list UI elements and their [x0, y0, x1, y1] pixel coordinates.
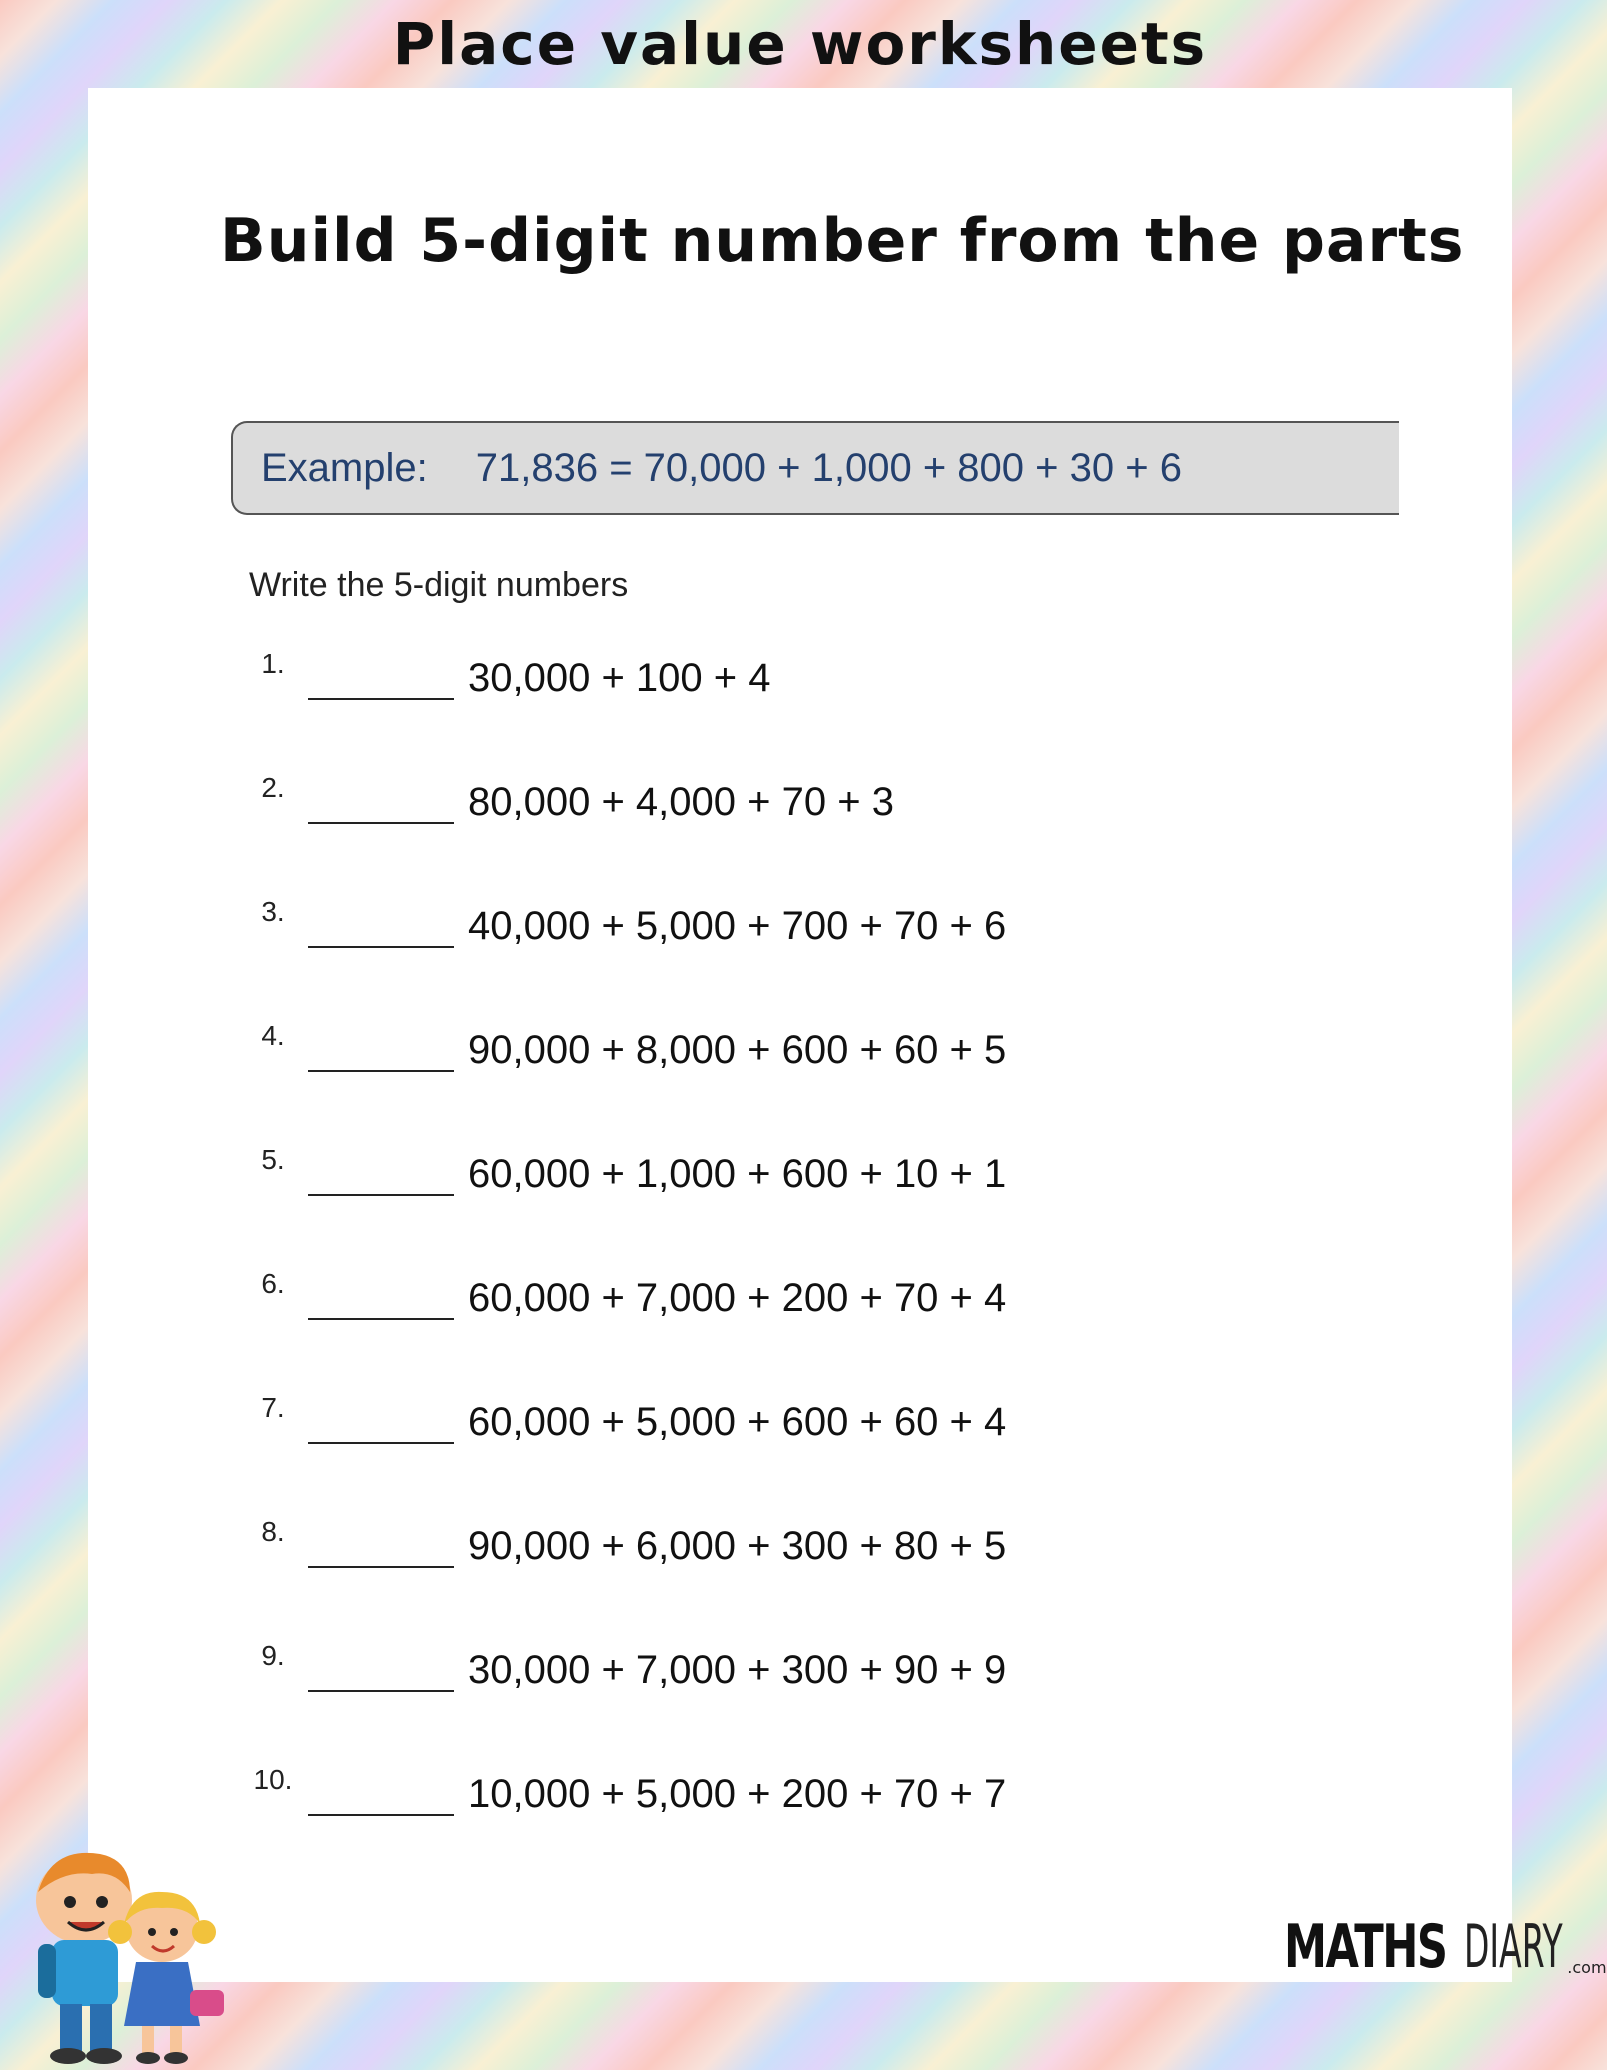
question-number: 9. — [261, 1640, 285, 1671]
answer-blank[interactable] — [308, 1070, 454, 1072]
question-row — [88, 1516, 1188, 1586]
mathsdiary-logo — [1284, 1912, 1607, 1982]
question-row — [88, 1144, 1188, 1214]
question-number: 2. — [261, 772, 285, 803]
question-number: 1. — [261, 648, 285, 679]
example-label: Example: — [261, 445, 428, 490]
question-expression: 30,000 + 100 + 4 — [468, 656, 771, 700]
boy-figure — [36, 1853, 132, 2064]
question-row — [88, 1268, 1188, 1338]
question-number: 8. — [261, 1516, 285, 1547]
logo-diary-text: DIARY — [1463, 1912, 1563, 1982]
answer-blank[interactable] — [308, 1566, 454, 1568]
question-expression: 60,000 + 7,000 + 200 + 70 + 4 — [468, 1276, 1007, 1320]
question-expression: 90,000 + 8,000 + 600 + 60 + 5 — [468, 1028, 1007, 1072]
question-number: 10. — [253, 1764, 293, 1795]
question-expression: 10,000 + 5,000 + 200 + 70 + 7 — [468, 1772, 1007, 1816]
answer-blank[interactable] — [308, 1690, 454, 1692]
example-equation: 71,836 = 70,000 + 1,000 + 800 + 30 + 6 — [475, 445, 1182, 490]
question-row — [88, 1020, 1188, 1090]
answer-blank[interactable] — [308, 1194, 454, 1196]
question-number: 7. — [261, 1392, 285, 1423]
question-expression: 40,000 + 5,000 + 700 + 70 + 6 — [468, 904, 1007, 948]
worksheet-sheet — [88, 88, 1512, 1982]
logo-com-text: .com — [1567, 1958, 1607, 1977]
question-number: 3. — [261, 896, 285, 927]
page-header: Place value worksheets — [392, 10, 1208, 78]
answer-blank[interactable] — [308, 1318, 454, 1320]
question-row — [88, 772, 1188, 842]
answer-blank[interactable] — [308, 698, 454, 700]
question-row — [88, 648, 1188, 718]
answer-blank[interactable] — [308, 822, 454, 824]
question-expression: 80,000 + 4,000 + 70 + 3 — [468, 780, 894, 824]
question-expression: 60,000 + 5,000 + 600 + 60 + 4 — [468, 1400, 1007, 1444]
question-row — [88, 1640, 1188, 1710]
question-row — [88, 896, 1188, 966]
question-expression: 30,000 + 7,000 + 300 + 90 + 9 — [468, 1648, 1007, 1692]
answer-blank[interactable] — [308, 1814, 454, 1816]
question-expression: 90,000 + 6,000 + 300 + 80 + 5 — [468, 1524, 1007, 1568]
logo-maths-text: MATHS — [1284, 1912, 1447, 1982]
question-row — [88, 1764, 1188, 1834]
answer-blank[interactable] — [308, 946, 454, 948]
question-expression: 60,000 + 1,000 + 600 + 10 + 1 — [468, 1152, 1007, 1196]
kids-illustration — [12, 1840, 232, 2070]
example-box — [231, 421, 1399, 515]
question-number: 6. — [261, 1268, 285, 1299]
instruction-text: Write the 5-digit numbers — [249, 566, 629, 604]
question-number: 4. — [261, 1020, 285, 1051]
question-row — [88, 1392, 1188, 1462]
worksheet-title: Build 5-digit number from the parts — [220, 206, 1465, 276]
question-number: 5. — [261, 1144, 285, 1175]
answer-blank[interactable] — [308, 1442, 454, 1444]
